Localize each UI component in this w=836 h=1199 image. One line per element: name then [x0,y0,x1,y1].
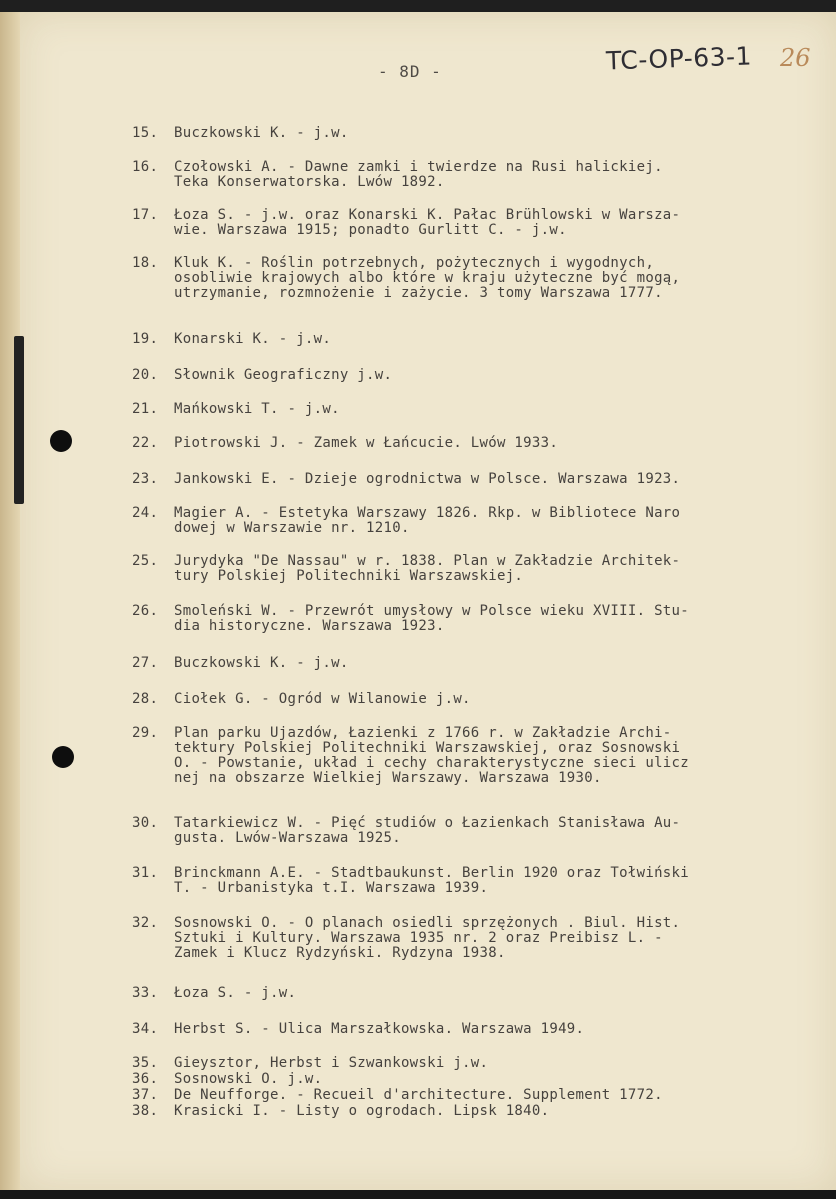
entry-text: Krasicki I. - Listy o ogrodach. Lipsk 1840. [174,1103,550,1119]
entry-first-line [132,1056,832,1071]
entry-number: 28. [132,691,159,707]
entry-first-line [132,866,832,881]
entry-text: tury Polskiej Politechniki Warszawskiej. [174,568,524,584]
bibliography-entry [132,1088,832,1103]
entry-text: Gieysztor, Herbst i Szwankowski j.w. [174,1055,489,1071]
bibliography-entry [132,208,832,238]
entry-first-line [132,1104,832,1119]
entry-continuation-line [132,569,832,584]
entry-continuation-line [132,756,832,771]
entry-first-line [132,332,832,347]
entry-number: 17. [132,207,159,223]
entry-text: T. - Urbanistyka t.I. Warszawa 1939. [174,880,489,896]
entry-number: 37. [132,1087,159,1103]
bibliography-entry [132,866,832,896]
entry-first-line [132,160,832,175]
entry-first-line [132,208,832,223]
bibliography-entry [132,506,832,536]
entry-text: Łoza S. - j.w. oraz Konarski K. Pałac Brühlowski w Warsza- [174,207,681,223]
entry-number: 21. [132,401,159,417]
entry-number: 34. [132,1021,159,1037]
entry-text: Tatarkiewicz W. - Pięć studiów o Łazienkach Stanisława Au- [174,815,681,831]
entry-text: Buczkowski K. - j.w. [174,125,349,141]
entry-text: Buczkowski K. - j.w. [174,655,349,671]
entry-text: Brinckmann A.E. - Stadtbaukunst. Berlin 1920 oraz Tołwiński [174,865,689,881]
entry-text: dia historyczne. Warszawa 1923. [174,618,445,634]
entry-text: Mańkowski T. - j.w. [174,401,340,417]
bibliography-entry [132,368,832,383]
entry-continuation-line [132,286,832,301]
entry-continuation-line [132,946,832,961]
entry-number: 27. [132,655,159,671]
entry-text: Smoleński W. - Przewrót umysłowy w Polsce wieku XVIII. Stu- [174,603,689,619]
entry-continuation-line [132,521,832,536]
entry-text: Łoza S. - j.w. [174,985,297,1001]
entry-number: 15. [132,125,159,141]
entry-text: wie. Warszawa 1915; ponadto Gurlitt C. - j.w. [174,222,567,238]
entry-first-line [132,726,832,741]
entry-text: Plan parku Ujazdów, Łazienki z 1766 r. w Zakładzie Archi- [174,725,672,741]
bibliography-entry [132,160,832,190]
entry-first-line [132,472,832,487]
entry-text: Jankowski E. - Dzieje ogrodnictwa w Polsce. Warszawa 1923. [174,471,681,487]
entry-text: gusta. Lwów-Warszawa 1925. [174,830,401,846]
bibliography-entry [132,986,832,1001]
entry-text: dowej w Warszawie nr. 1210. [174,520,410,536]
entry-number: 33. [132,985,159,1001]
page-number: - 8D - [378,62,442,81]
entry-continuation-line [132,175,832,190]
entry-continuation-line [132,271,832,286]
entry-number: 24. [132,505,159,521]
entry-continuation-line [132,619,832,634]
entry-number: 30. [132,815,159,831]
bibliography-entry [132,1056,832,1071]
entry-text: Kluk K. - Roślin potrzebnych, pożytecznych i wygodnych, [174,255,655,271]
entry-text: De Neufforge. - Recueil d'architecture. Supplement 1772. [174,1087,663,1103]
entry-first-line [132,368,832,383]
folio-number: 26 [780,44,811,72]
entry-number: 29. [132,725,159,741]
bibliography-entry [132,816,832,846]
bibliography-entry [132,472,832,487]
bibliography-entry [132,726,832,786]
entry-text: Słownik Geograficzny j.w. [174,367,393,383]
entry-number: 16. [132,159,159,175]
entry-first-line [132,554,832,569]
entry-number: 18. [132,255,159,271]
entry-text: Sosnowski O. j.w. [174,1071,323,1087]
bibliography-entry [132,256,832,301]
bibliography-entry [132,402,832,417]
entry-number: 25. [132,553,159,569]
entry-text: osobliwie krajowych albo które w kraju użyteczne być mogą, [174,270,681,286]
bibliography-entry [132,604,832,634]
entry-number: 35. [132,1055,159,1071]
entry-first-line [132,816,832,831]
entry-continuation-line [132,223,832,238]
entry-text: tektury Polskiej Politechniki Warszawskiej, oraz Sosnowski [174,740,681,756]
entry-text: nej na obszarze Wielkiej Warszawy. Warszawa 1930. [174,770,602,786]
bibliography-entry [132,1104,832,1119]
entry-continuation-line [132,931,832,946]
entry-continuation-line [132,831,832,846]
entry-number: 20. [132,367,159,383]
entry-first-line [132,656,832,671]
entry-first-line [132,1022,832,1037]
entry-number: 22. [132,435,159,451]
bibliography-entry [132,554,832,584]
entry-first-line [132,986,832,1001]
entry-continuation-line [132,771,832,786]
bibliography-entry [132,126,832,141]
entry-text: Magier A. - Estetyka Warszawy 1826. Rkp. w Bibliotece Naro [174,505,681,521]
entry-text: Ciołek G. - Ogród w Wilanowie j.w. [174,691,471,707]
bibliography-entry [132,916,832,961]
entry-text: utrzymanie, rozmnożenie i zażycie. 3 tomy Warszawa 1777. [174,285,663,301]
entry-text: Czołowski A. - Dawne zamki i twierdze na Rusi halickiej. [174,159,663,175]
bibliography-entry [132,1022,832,1037]
entry-number: 36. [132,1071,159,1087]
entry-text: O. - Powstanie, układ i cechy charakterystyczne sieci ulicz [174,755,689,771]
entry-first-line [132,1088,832,1103]
bibliography-entry [132,332,832,347]
entry-text: Herbst S. - Ulica Marszałkowska. Warszawa 1949. [174,1021,585,1037]
entry-continuation-line [132,881,832,896]
entry-text: Jurydyka "De Nassau" w r. 1838. Plan w Zakładzie Architek- [174,553,681,569]
bibliography-entry [132,656,832,671]
entry-text: Sztuki i Kultury. Warszawa 1935 nr. 2 oraz Preibisz L. - [174,930,663,946]
entry-text: Teka Konserwatorska. Lwów 1892. [174,174,445,190]
entry-first-line [132,1072,832,1087]
entry-number: 26. [132,603,159,619]
entry-first-line [132,604,832,619]
entry-number: 23. [132,471,159,487]
entry-first-line [132,506,832,521]
entry-first-line [132,436,832,451]
entry-first-line [132,256,832,271]
reference-code: TC-OP-63-1 [605,41,753,76]
entry-number: 31. [132,865,159,881]
entry-number: 32. [132,915,159,931]
entry-text: Piotrowski J. - Zamek w Łańcucie. Lwów 1933. [174,435,559,451]
entry-first-line [132,916,832,931]
entry-number: 38. [132,1103,159,1119]
entry-number: 19. [132,331,159,347]
entry-text: Konarski K. - j.w. [174,331,332,347]
entry-first-line [132,402,832,417]
entry-first-line [132,692,832,707]
bibliography-entry [132,436,832,451]
entry-continuation-line [132,741,832,756]
entry-text: Zamek i Klucz Rydzyński. Rydzyna 1938. [174,945,506,961]
bibliography-entry [132,1072,832,1087]
bibliography-entry [132,692,832,707]
entry-first-line [132,126,832,141]
entry-text: Sosnowski O. - O planach osiedli sprzężonych . Biul. Hist. [174,915,681,931]
